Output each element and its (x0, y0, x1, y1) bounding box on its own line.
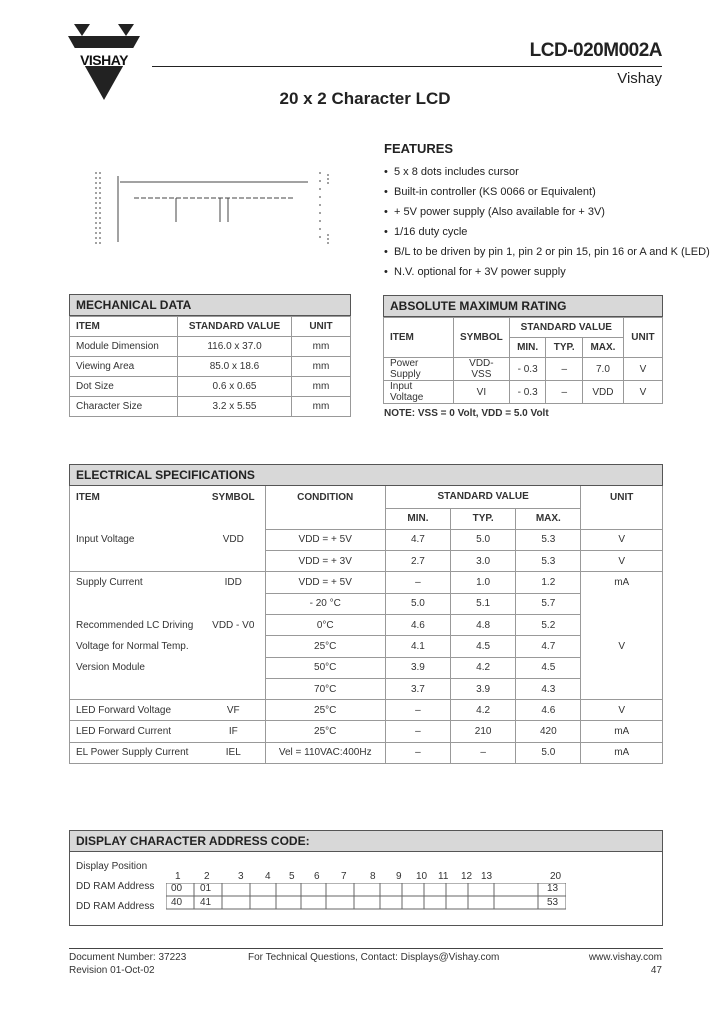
absolute-max-table (383, 295, 663, 404)
table-row (70, 636, 663, 657)
position-number: 13 (481, 871, 493, 882)
electrical-title: ELECTRICAL SPECIFICATIONS (69, 464, 663, 486)
cell: LED Forward Voltage (70, 700, 202, 721)
cell: 70°C (265, 678, 385, 699)
cell: 3.9 (451, 678, 516, 699)
cell (581, 593, 663, 614)
ram-address: 53 (547, 897, 559, 908)
cell: 4.5 (451, 636, 516, 657)
table-row (70, 572, 663, 593)
col-subheader: TYP. (451, 508, 516, 529)
cell: 3.0 (451, 551, 516, 572)
cell: IDD (202, 572, 265, 593)
page-title: 20 x 2 Character LCD (279, 89, 451, 108)
table-row (70, 700, 663, 721)
mechanical-data-table (69, 294, 351, 417)
position-number: 5 (289, 871, 295, 882)
cell: 25°C (265, 700, 385, 721)
cell: mm (292, 377, 351, 397)
part-number: LCD-020M002A (529, 40, 662, 61)
position-number: 6 (314, 871, 320, 882)
table-row (70, 678, 663, 699)
feature-item: • + 5V power supply (Also available for + 3V) (384, 202, 710, 222)
cell: 4.7 (516, 636, 581, 657)
ram-address: 13 (547, 883, 559, 894)
cell: – (385, 700, 450, 721)
cell: VF (202, 700, 265, 721)
cell: V (581, 700, 663, 721)
cell: 210 (451, 721, 516, 742)
feature-item: • B/L to be driven by pin 1, pin 2 or pin 15, pin 16 or A and K (LED) (384, 242, 710, 262)
cell: VI (454, 381, 510, 404)
ram-address: 00 (171, 883, 183, 894)
logo-text: VISHAY (80, 52, 128, 68)
feature-item: • 1/16 duty cycle (384, 222, 710, 242)
cell: 3.2 x 5.55 (178, 397, 292, 417)
col-header: SYMBOL (454, 318, 510, 358)
cell: 25°C (265, 636, 385, 657)
features-title: FEATURES (384, 141, 454, 156)
cell: 7.0 (583, 358, 624, 381)
cell: 85.0 x 18.6 (178, 357, 292, 377)
position-number: 8 (370, 871, 376, 882)
table-row (384, 381, 663, 404)
position-number: 20 (550, 871, 562, 882)
cell: 4.7 (385, 529, 450, 550)
col-header: STANDARD VALUE (509, 318, 623, 338)
cell: 5.0 (516, 742, 581, 763)
cell: – (546, 358, 583, 381)
cell: VDD (583, 381, 624, 404)
cell: - 20 °C (265, 593, 385, 614)
cell: 50°C (265, 657, 385, 678)
cell: Recommended LC Driving (70, 614, 202, 635)
cell (581, 614, 663, 635)
cell: Character Size (70, 397, 178, 417)
cell: 4.6 (516, 700, 581, 721)
col-subheader: MIN. (509, 338, 546, 358)
col-header: ITEM (70, 486, 202, 508)
cell: - 0.3 (509, 381, 546, 404)
table-row (70, 742, 663, 763)
cell: 2.7 (385, 551, 450, 572)
cell: V (623, 381, 662, 404)
position-number: 11 (438, 871, 449, 882)
cell: mm (292, 357, 351, 377)
col-header: ITEM (384, 318, 454, 358)
table-row (70, 593, 663, 614)
cell: Power Supply (384, 358, 454, 381)
cell: 5.3 (516, 551, 581, 572)
cell: VDD - V0 (202, 614, 265, 635)
address-grid (166, 883, 566, 913)
cell: VDD = + 3V (265, 551, 385, 572)
cell: 5.0 (385, 593, 450, 614)
cell: Viewing Area (70, 357, 178, 377)
address-code-box (69, 830, 663, 926)
table-row (70, 397, 351, 417)
cell: VDD (202, 529, 265, 550)
feature-item: • 5 x 8 dots includes cursor (384, 162, 710, 182)
table-row (70, 337, 351, 357)
cell: – (385, 721, 450, 742)
position-number: 7 (341, 871, 347, 882)
cell: - 0.3 (509, 358, 546, 381)
cell: V (581, 636, 663, 657)
cell: V (581, 529, 663, 550)
cell: Input Voltage (384, 381, 454, 404)
cell: 420 (516, 721, 581, 742)
cell (581, 657, 663, 678)
cell: – (385, 572, 450, 593)
cell: Voltage for Normal Temp. (70, 636, 202, 657)
col-header: STANDARD VALUE (385, 486, 581, 508)
address-label: DD RAM Address (76, 881, 155, 892)
cell: VDD = + 5V (265, 529, 385, 550)
mechanical-title: MECHANICAL DATA (69, 294, 351, 316)
cell: 5.1 (451, 593, 516, 614)
electrical-spec-table (69, 464, 663, 764)
position-number: 2 (204, 871, 210, 882)
cell: 5.7 (516, 593, 581, 614)
cell: – (385, 742, 450, 763)
cell: LED Forward Current (70, 721, 202, 742)
cell: VDD = + 5V (265, 572, 385, 593)
address-label: DD RAM Address (76, 901, 155, 912)
page-number: 47 (650, 965, 662, 976)
cell: 0°C (265, 614, 385, 635)
cell: 4.1 (385, 636, 450, 657)
cell: 3.7 (385, 678, 450, 699)
cell: IF (202, 721, 265, 742)
col-subheader: MAX. (516, 508, 581, 529)
table-row (70, 657, 663, 678)
cell: IEL (202, 742, 265, 763)
cell: V (581, 551, 663, 572)
position-number: 1 (175, 871, 181, 882)
cell (70, 678, 202, 699)
cell: 4.2 (451, 657, 516, 678)
feature-item: • N.V. optional for + 3V power supply (384, 262, 710, 282)
position-number: 4 (265, 871, 271, 882)
cell (202, 551, 265, 572)
feature-item: • Built-in controller (KS 0066 or Equivalent) (384, 182, 710, 202)
cell: V (623, 358, 662, 381)
cell: 4.8 (451, 614, 516, 635)
col-subheader: MIN. (385, 508, 450, 529)
col-header: UNIT (623, 318, 662, 358)
ram-address: 40 (171, 897, 183, 908)
cell: 116.0 x 37.0 (178, 337, 292, 357)
cell: 3.9 (385, 657, 450, 678)
table-row (70, 377, 351, 397)
cell: 5.3 (516, 529, 581, 550)
table-row (384, 358, 663, 381)
col-header: UNIT (292, 317, 351, 337)
position-number: 9 (396, 871, 402, 882)
cell: mm (292, 337, 351, 357)
col-header: CONDITION (265, 486, 385, 508)
position-number: 12 (461, 871, 473, 882)
header-rule (152, 66, 662, 67)
features-list (384, 162, 710, 282)
cell: 5.0 (451, 529, 516, 550)
table-row (70, 529, 663, 550)
cell (70, 593, 202, 614)
col-subheader: MAX. (583, 338, 624, 358)
cell: Input Voltage (70, 529, 202, 550)
cell (581, 678, 663, 699)
cell: – (451, 742, 516, 763)
cell: 4.3 (516, 678, 581, 699)
cell (202, 678, 265, 699)
doc-number: Document Number: 37223 (69, 952, 187, 963)
address-label: Display Position (76, 861, 148, 872)
col-header: ITEM (70, 317, 178, 337)
col-header: UNIT (581, 486, 663, 508)
cell: VDD-VSS (454, 358, 510, 381)
table-row (70, 551, 663, 572)
ram-address: 41 (200, 897, 212, 908)
cell: Dot Size (70, 377, 178, 397)
cell: 25°C (265, 721, 385, 742)
cell (202, 593, 265, 614)
cell (202, 636, 265, 657)
website-link[interactable]: www.vishay.com (588, 952, 662, 963)
cell: mA (581, 572, 663, 593)
cell: Version Module (70, 657, 202, 678)
col-subheader: TYP. (546, 338, 583, 358)
absolute-note: NOTE: VSS = 0 Volt, VDD = 5.0 Volt (384, 408, 549, 419)
cell: mA (581, 721, 663, 742)
position-number: 3 (238, 871, 244, 882)
cell: 1.0 (451, 572, 516, 593)
cell: Vel = 110VAC:400Hz (265, 742, 385, 763)
col-header: STANDARD VALUE (178, 317, 292, 337)
contact-text: For Technical Questions, Contact: Displays@Vishay.com (248, 952, 500, 963)
cell: 4.2 (451, 700, 516, 721)
cell: 1.2 (516, 572, 581, 593)
cell: mA (581, 742, 663, 763)
revision: Revision 01-Oct-02 (69, 965, 155, 976)
address-title: DISPLAY CHARACTER ADDRESS CODE: (70, 831, 662, 852)
cell (202, 657, 265, 678)
col-header: SYMBOL (211, 491, 255, 503)
cell: 4.5 (516, 657, 581, 678)
table-row (70, 357, 351, 377)
cell (70, 551, 202, 572)
cell: 0.6 x 0.65 (178, 377, 292, 397)
position-number: 10 (416, 871, 428, 882)
cell: 5.2 (516, 614, 581, 635)
cell: 4.6 (385, 614, 450, 635)
table-row (70, 614, 663, 635)
cell: – (546, 381, 583, 404)
lcd-outline-drawing (88, 162, 348, 252)
absolute-title: ABSOLUTE MAXIMUM RATING (383, 295, 663, 317)
brand-name: Vishay (617, 70, 662, 87)
footer-rule (69, 948, 663, 949)
table-row (70, 721, 663, 742)
cell: EL Power Supply Current (70, 742, 202, 763)
cell: mm (292, 397, 351, 417)
ram-address: 01 (200, 883, 212, 894)
cell: Module Dimension (70, 337, 178, 357)
cell: Supply Current (70, 572, 202, 593)
